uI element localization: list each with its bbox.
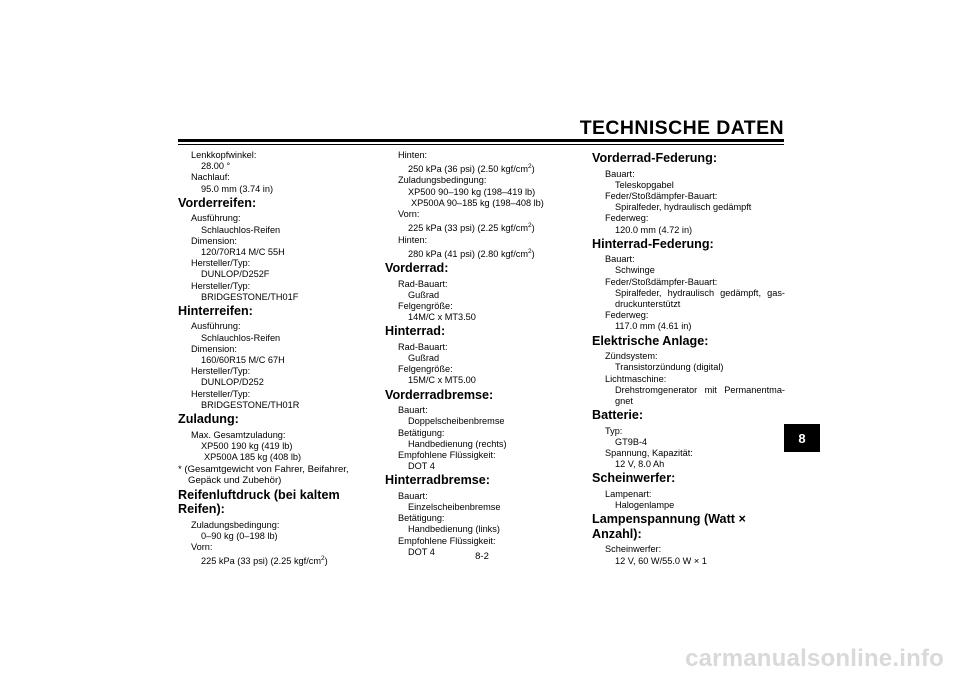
spec-label: Felgengröße: bbox=[398, 364, 453, 375]
spec-value: DUNLOP/D252F bbox=[201, 269, 270, 280]
spec-value: 12 V, 60 W/55.0 W × 1 bbox=[615, 555, 707, 566]
spec-value: Halogenlampe bbox=[615, 500, 675, 511]
spec-value: Doppelscheibenbremse bbox=[408, 416, 505, 427]
chapter-tab[interactable]: 8 bbox=[784, 424, 820, 452]
spec-label: Rad-Bauart: bbox=[398, 278, 448, 289]
spec-value: Schwinge bbox=[615, 265, 655, 276]
spec-value: Spiralfeder, hydraulisch gedämpft, gas- bbox=[615, 287, 785, 298]
spec-value: DOT 4 bbox=[408, 546, 435, 557]
column-3 bbox=[592, 150, 785, 567]
spec-value: Gußrad bbox=[408, 353, 440, 364]
spec-value: BRIDGESTONE/TH01F bbox=[201, 291, 299, 302]
spec-label: Dimension: bbox=[191, 235, 237, 246]
spec-label: Federweg: bbox=[605, 310, 649, 321]
column-1 bbox=[178, 150, 374, 567]
spec-label: Federweg: bbox=[605, 213, 649, 224]
spec-label: Bauart: bbox=[605, 254, 635, 265]
spec-label: Zündsystem: bbox=[605, 351, 658, 362]
page-title: TECHNISCHE DATEN bbox=[579, 117, 784, 139]
spec-label: Max. Gesamtzuladung: bbox=[191, 429, 286, 440]
spec-value: Spiralfeder, hydraulisch gedämpft bbox=[615, 202, 752, 213]
page-number: 8-2 bbox=[475, 551, 489, 562]
section-heading: Batterie: bbox=[592, 408, 644, 423]
spec-label: Hersteller/Typ: bbox=[191, 388, 251, 399]
spec-label: Bauart: bbox=[398, 490, 428, 501]
spec-label: Vorn: bbox=[191, 541, 213, 552]
spec-label: Rad-Bauart: bbox=[398, 341, 448, 352]
spec-value: 160/60R15 M/C 67H bbox=[201, 355, 285, 366]
spec-value: 28.00 ° bbox=[201, 161, 231, 172]
section-heading: Hinterradbremse: bbox=[385, 473, 490, 488]
spec-value: Drehstromgenerator mit Permanentma- bbox=[615, 384, 785, 395]
spec-label: Hersteller/Typ: bbox=[191, 366, 251, 377]
spec-value: DUNLOP/D252 bbox=[201, 377, 264, 388]
spec-label: Zuladungsbedingung: bbox=[191, 519, 280, 530]
spec-value: 280 kPa (41 psi) (2.80 kgf/$cm^2$) bbox=[408, 247, 535, 259]
section-heading: Lampenspannung (Watt × Anzahl): bbox=[592, 512, 746, 541]
column-2 bbox=[385, 150, 581, 558]
spec-value: Einzelscheibenbremse bbox=[408, 502, 501, 513]
spec-value: Gußrad bbox=[408, 289, 440, 300]
spec-value: gnet bbox=[615, 395, 633, 406]
spec-value: druckunterstützt bbox=[615, 299, 681, 310]
title-rule-thin bbox=[178, 144, 784, 145]
section-heading: Scheinwerfer: bbox=[592, 471, 676, 486]
section-heading: Reifenluftdruck (bei kaltem Reifen): bbox=[178, 487, 340, 517]
section-heading: Hinterreifen: bbox=[178, 303, 253, 318]
footnote-line: * (Gesamtgewicht von Fahrer, Beifahrer, bbox=[178, 464, 349, 476]
spec-label: Scheinwerfer: bbox=[605, 544, 662, 555]
spec-label: Empfohlene Flüssigkeit: bbox=[398, 449, 496, 460]
spec-label: Dimension: bbox=[191, 343, 237, 354]
section-heading: Vorderradbremse: bbox=[385, 387, 494, 402]
spec-label: Feder/Stoßdämpfer-Bauart: bbox=[605, 276, 718, 287]
spec-label: Felgengröße: bbox=[398, 300, 453, 311]
spec-value: Transistorzündung (digital) bbox=[615, 362, 724, 373]
spec-label: Lichtmaschine: bbox=[605, 373, 667, 384]
spec-label: Spannung, Kapazität: bbox=[605, 448, 693, 459]
spec-value: DOT 4 bbox=[408, 461, 435, 472]
spec-value: 15M/C x MT5.00 bbox=[408, 375, 476, 386]
spec-label: Hersteller/Typ: bbox=[191, 258, 251, 269]
spec-label: Feder/Stoßdämpfer-Bauart: bbox=[605, 190, 718, 201]
spec-value: 120/70R14 M/C 55H bbox=[201, 246, 285, 257]
spec-label: Betätigung: bbox=[398, 427, 445, 438]
spec-label: Nachlauf: bbox=[191, 172, 230, 183]
spec-label: Vorn: bbox=[398, 209, 420, 220]
spec-label: Ausführung: bbox=[191, 213, 241, 224]
spec-value: BRIDGESTONE/TH01R bbox=[201, 399, 300, 410]
spec-label: Zuladungsbedingung: bbox=[398, 175, 487, 186]
spec-label: Empfohlene Flüssigkeit: bbox=[398, 535, 496, 546]
spec-value: 225 kPa (33 psi) (2.25 kgf/$cm^2$) bbox=[201, 555, 328, 567]
spec-label: Lenkkopfwinkel: bbox=[191, 150, 257, 160]
footnote-line: Gepäck und Zubehör) bbox=[188, 475, 282, 487]
spec-label: Hinten: bbox=[398, 150, 428, 160]
section-heading: Zuladung: bbox=[178, 412, 239, 427]
spec-label: Hersteller/Typ: bbox=[191, 280, 251, 291]
section-heading: Hinterrad: bbox=[385, 324, 446, 339]
spec-value: Handbedienung (links) bbox=[408, 524, 500, 535]
spec-value: 120.0 mm (4.72 in) bbox=[615, 224, 693, 235]
spec-value: 95.0 mm (3.74 in) bbox=[201, 183, 273, 194]
spec-label: Typ: bbox=[605, 425, 623, 436]
spec-value: XP500 190 kg (419 lb) bbox=[201, 440, 293, 451]
spec-value: Handbedienung (rechts) bbox=[408, 438, 507, 449]
spec-value: Schlauchlos-Reifen bbox=[201, 224, 281, 235]
spec-label: Bauart: bbox=[398, 405, 428, 416]
watermark: carmanualsonline.info bbox=[685, 645, 944, 672]
spec-value: 117.0 mm (4.61 in) bbox=[615, 321, 692, 332]
section-heading: Vorderreifen: bbox=[178, 195, 257, 210]
spec-label: Bauart: bbox=[605, 168, 635, 179]
footnote bbox=[178, 464, 374, 486]
section-heading: Vorderrad-Federung: bbox=[592, 151, 718, 165]
spec-value: XP500 90–190 kg (198–419 lb) bbox=[408, 186, 536, 197]
spec-label: Lampenart: bbox=[605, 488, 652, 499]
spec-value: 14M/C x MT3.50 bbox=[408, 312, 476, 323]
spec-value: 12 V, 8.0 Ah bbox=[615, 459, 665, 470]
spec-value: Schlauchlos-Reifen bbox=[201, 332, 281, 343]
spec-value: 0–90 kg (0–198 lb) bbox=[201, 530, 278, 541]
section-heading: Vorderrad: bbox=[385, 261, 449, 276]
spec-value: 250 kPa (36 psi) (2.50 kgf/$cm^2$) bbox=[408, 163, 535, 175]
spec-label: Hinten: bbox=[398, 234, 428, 245]
spec-label: Betätigung: bbox=[398, 513, 445, 524]
spec-value: 225 kPa (33 psi) (2.25 kgf/$cm^2$) bbox=[408, 222, 535, 234]
title-rule-thick bbox=[178, 139, 784, 142]
section-heading: Hinterrad-Federung: bbox=[592, 236, 714, 251]
spec-value: GT9B-4 bbox=[615, 436, 648, 447]
spec-value: Teleskopgabel bbox=[615, 179, 674, 190]
spec-label: Ausführung: bbox=[191, 321, 241, 332]
spec-value: XP500A 90–185 kg (198–408 lb) bbox=[411, 197, 544, 208]
section-heading: Elektrische Anlage: bbox=[592, 333, 709, 348]
spec-value: XP500A 185 kg (408 lb) bbox=[204, 451, 302, 462]
